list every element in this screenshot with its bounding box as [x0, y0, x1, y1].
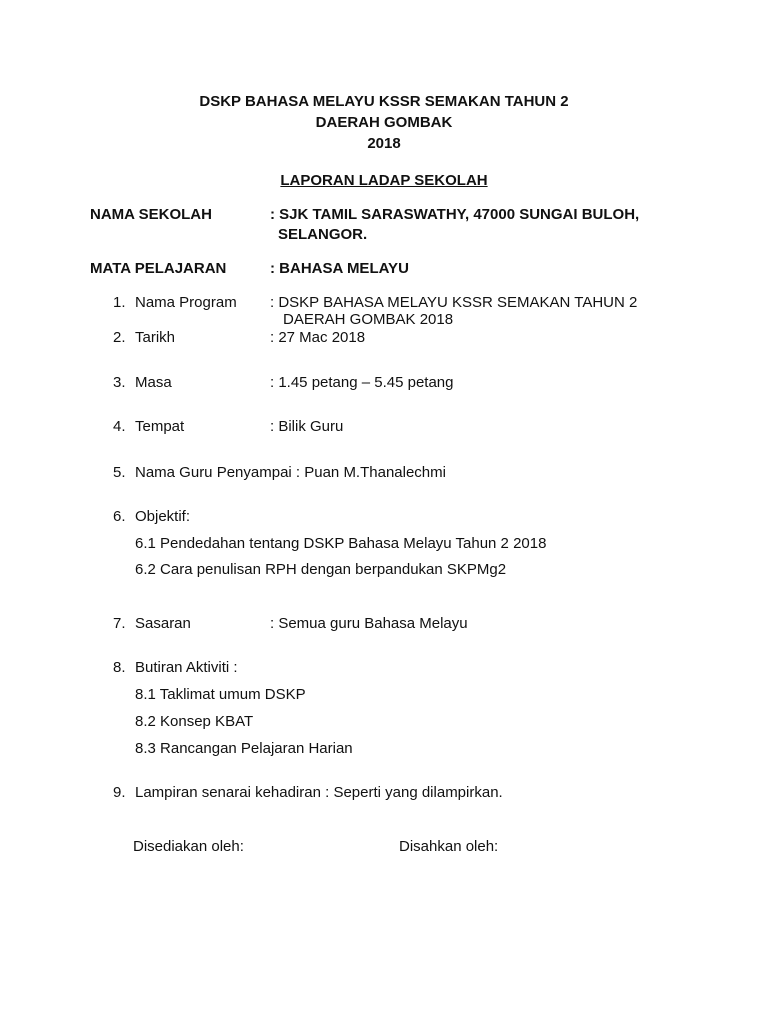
item-number: 5. — [113, 464, 126, 481]
report-title: LAPORAN LADAP SEKOLAH — [280, 172, 488, 189]
activity-item: 8.3 Rancangan Pelajaran Harian — [135, 740, 353, 757]
activity-item: 8.1 Taklimat umum DSKP — [135, 686, 306, 703]
item-label-program: Nama Program — [135, 294, 237, 311]
item-label-date: Tarikh — [135, 329, 176, 346]
school-value: : SJK TAMIL SARASWATHY, 47000 SUNGAI BULOH, — [270, 206, 640, 223]
item-label-time: Masa — [135, 374, 172, 391]
header-district: DAERAH GOMBAK — [315, 114, 453, 131]
item-label-activities: Butiran Aktiviti : — [135, 659, 238, 676]
school-value-cont: SELANGOR. — [278, 226, 368, 243]
school-label: NAMA SEKOLAH — [90, 206, 212, 223]
item-attachment: Lampiran senarai kehadiran : Seperti yang dilampirkan. — [135, 784, 503, 801]
item-number: 3. — [113, 374, 126, 391]
item-value-program: : DSKP BAHASA MELAYU KSSR SEMAKAN TAHUN 2 — [270, 294, 638, 311]
item-value-target: : Semua guru Bahasa Melayu — [270, 615, 468, 632]
objective-item: 6.1 Pendedahan tentang DSKP Bahasa Melayu Tahun 2 2018 — [135, 535, 547, 552]
item-value-date: : 27 Mac 2018 — [270, 329, 366, 346]
item-value-time: : 1.45 petang – 5.45 petang — [270, 374, 454, 391]
prepared-by-label: Disediakan oleh: — [133, 838, 244, 855]
header-title: DSKP BAHASA MELAYU KSSR SEMAKAN TAHUN 2 — [199, 93, 569, 110]
item-number: 7. — [113, 615, 126, 632]
approved-by-label: Disahkan oleh: — [399, 838, 499, 855]
item-number: 8. — [113, 659, 126, 676]
item-value-program-cont: DAERAH GOMBAK 2018 — [283, 311, 454, 328]
item-value-venue: : Bilik Guru — [270, 418, 344, 435]
item-label-target: Sasaran — [135, 615, 191, 632]
item-number: 2. — [113, 329, 126, 346]
header-year: 2018 — [367, 135, 401, 152]
subject-value: : BAHASA MELAYU — [270, 260, 409, 277]
objective-item: 6.2 Cara penulisan RPH dengan berpandukan SKPMg2 — [135, 561, 507, 578]
item-number: 6. — [113, 508, 126, 525]
item-label-objective: Objektif: — [135, 508, 191, 525]
item-number: 4. — [113, 418, 126, 435]
item-speaker: Nama Guru Penyampai : Puan M.Thanalechmi — [135, 464, 446, 481]
subject-label: MATA PELAJARAN — [90, 260, 227, 277]
activity-item: 8.2 Konsep KBAT — [135, 713, 254, 730]
item-label-venue: Tempat — [135, 418, 185, 435]
item-number: 9. — [113, 784, 126, 801]
item-number: 1. — [113, 294, 126, 311]
